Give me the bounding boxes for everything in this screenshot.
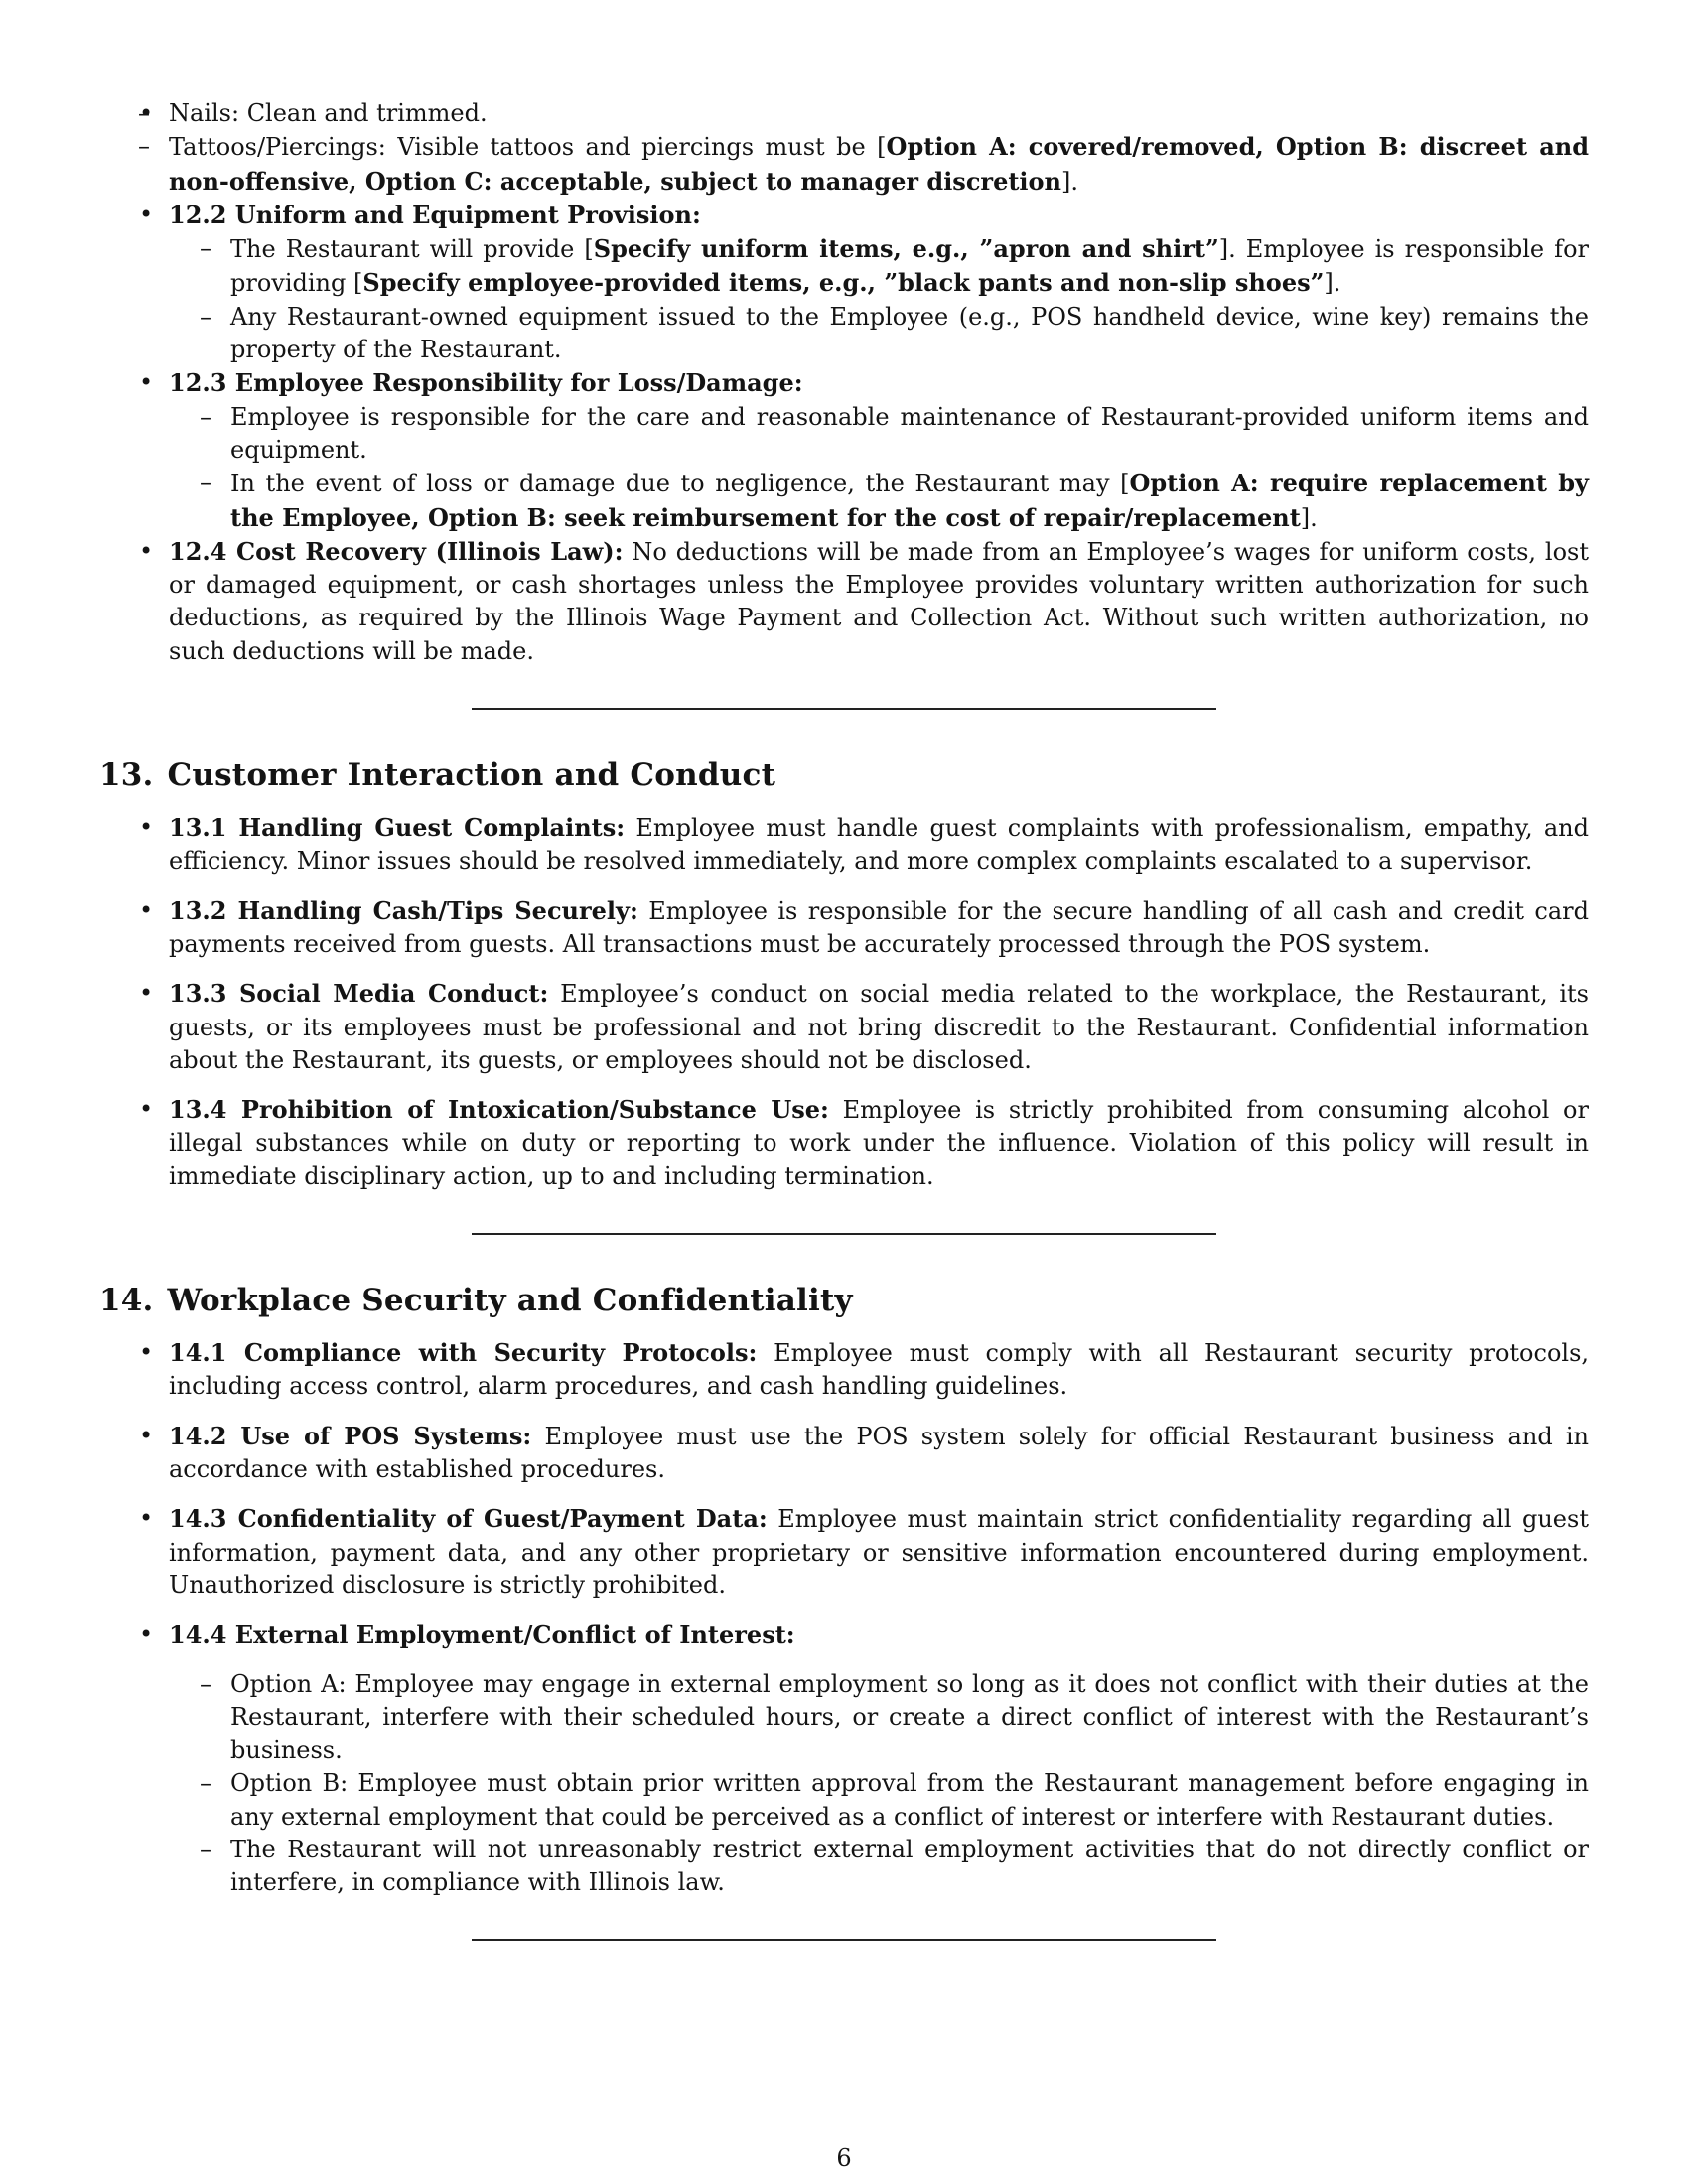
section-number: 14.	[99, 1283, 154, 1319]
item-heading: 12.3 Employee Responsibility for Loss/Damage:	[169, 368, 803, 398]
tattoos-close: ].	[1061, 167, 1079, 196]
sub-item	[230, 401, 1589, 468]
section-12-list	[99, 97, 1589, 668]
appearance-sublist	[107, 97, 1589, 199]
list-item-14-2	[169, 1420, 1589, 1487]
list-item-12-3	[169, 366, 1589, 534]
text-fragment: The Restaurant will provide [	[230, 235, 594, 264]
text-fragment: ].	[1300, 503, 1318, 532]
list-item-12-4	[169, 535, 1589, 668]
section-title: Workplace Security and Confidentiality	[167, 1283, 853, 1319]
sub-item	[230, 1834, 1589, 1900]
placeholder-uniform-items: Specify uniform items, e.g., ”apron and shirt”	[593, 234, 1219, 264]
list-item-14-4	[169, 1618, 1589, 1899]
text-fragment: In the event of loss or damage due to negligence, the Restaurant may [	[230, 470, 1130, 498]
item-text: Employee must handle guest complaints with professionalism, empathy, and efficiency. Minor issues should be resolved immediately, and more complex complaints escalated to a supervisor.	[169, 814, 1589, 876]
text-fragment: Any Restaurant-owned equipment issued to the Employee (e.g., POS handheld device, wine key) remains the property of the Restaurant.	[230, 302, 1589, 364]
placeholder-options: Option A: require replacement by the Employee, Option B: seek reimbursement for the cost of repair/replacement	[230, 469, 1589, 532]
list-item-13-2	[169, 894, 1589, 962]
item-text: Employee must maintain strict confidentiality regarding all guest information, payment data, and any other proprietary or sensitive information encountered during employment. Unauthorized disclosure is strictly prohibited.	[169, 1505, 1589, 1599]
text-fragment: ].	[1324, 269, 1341, 298]
text-fragment: Employee is responsible for the care and reasonable maintenance of Restaurant-provided uniform items and equipment.	[230, 402, 1589, 464]
text-fragment: ]. Employee is responsible for providing [	[230, 235, 1589, 298]
sublist	[169, 1668, 1589, 1899]
item-heading: 14.4 External Employment/Conflict of Interest:	[169, 1620, 795, 1650]
section-title: Customer Interaction and Conduct	[167, 757, 776, 794]
list-item-14-1	[169, 1336, 1589, 1404]
document-page	[99, 97, 1589, 1941]
list-item-14-3	[169, 1502, 1589, 1602]
section-14-heading	[99, 1281, 1589, 1320]
item-heading: 12.2 Uniform and Equipment Provision:	[169, 200, 701, 229]
item-label: 13.2 Handling Cash/Tips Securely:	[169, 895, 638, 925]
sub-item-tattoos	[169, 130, 1589, 199]
sub-item	[230, 467, 1589, 535]
list-item-13-4	[169, 1093, 1589, 1193]
item-text: Employee is responsible for the secure handling of all cash and credit card payments received from guests. All transactions must be accurately processed through the POS system.	[169, 896, 1589, 958]
item-label: 13.1 Handling Guest Complaints:	[169, 813, 626, 843]
text-fragment: The Restaurant will not unreasonably restrict external employment activities that do not directly conflict or interfere, in compliance with Illinois law.	[230, 1835, 1589, 1897]
item-label: 14.1 Compliance with Security Protocols:	[169, 1338, 758, 1368]
list-item-12-2	[169, 199, 1589, 366]
tattoos-options: Option A: covered/removed, Option B: discreet and non-offensive, Option C: acceptable, subject to manager discretion	[169, 132, 1589, 196]
sub-item	[230, 301, 1589, 367]
section-13-heading	[99, 755, 1589, 795]
item-text: Employee must use the POS system solely for official Restaurant business and in accordance with established procedures.	[169, 1422, 1589, 1483]
section-13-list	[99, 811, 1589, 1193]
nails-text: Nails: Clean and trimmed.	[169, 99, 488, 127]
item-label: 14.2 Use of POS Systems:	[169, 1421, 532, 1450]
section-14-list	[99, 1336, 1589, 1899]
page-number: 6	[836, 2144, 852, 2172]
sublist	[169, 232, 1589, 366]
tattoos-text: Tattoos/Piercings: Visible tattoos and piercings must be [	[169, 133, 887, 162]
item-text: Employee is strictly prohibited from consuming alcohol or illegal substances while on duty or reporting to work under the influence. Violation of this policy will result in immediate disciplinary action, up to and including termination.	[169, 1096, 1589, 1190]
section-divider	[472, 1939, 1216, 1941]
item-text: Employee must comply with all Restaurant security protocols, including access control, alarm procedures, and cash handling guidelines.	[169, 1339, 1590, 1401]
list-item-13-1	[169, 811, 1589, 879]
list-item-13-3	[169, 977, 1589, 1077]
sub-item	[230, 232, 1589, 301]
section-number: 13.	[99, 757, 154, 794]
item-label: 13.3 Social Media Conduct:	[169, 979, 549, 1009]
text-fragment: Option A: Employee may engage in external employment so long as it does not conflict with their duties at the Restaurant, interfere with their scheduled hours, or create a direct conflict of interest with the Restaurant’s business.	[230, 1670, 1589, 1764]
sub-item-nails	[169, 97, 1589, 130]
item-text: Employee’s conduct on social media related to the workplace, the Restaurant, its guests, or its employees must be professional and not bring discredit to the Restaurant. Confidential information about the Restaurant, its guests, or employees should not be disclosed.	[169, 980, 1589, 1074]
item-label: 14.3 Confidentiality of Guest/Payment Data:	[169, 1504, 768, 1534]
list-item	[169, 97, 1589, 199]
sub-item	[230, 1767, 1589, 1834]
sub-item	[230, 1668, 1589, 1767]
text-fragment: Option B: Employee must obtain prior written approval from the Restaurant management before engaging in any external employment that could be perceived as a conflict of interest or interfere with Restaurant duties.	[230, 1769, 1589, 1831]
item-label: 13.4 Prohibition of Intoxication/Substance Use:	[169, 1095, 829, 1125]
placeholder-employee-items: Specify employee-provided items, e.g., ”black pants and non-slip shoes”	[362, 268, 1325, 298]
sublist	[169, 401, 1589, 535]
item-text: No deductions will be made from an Employee’s wages for uniform costs, lost or damaged equipment, or cash shortages unless the Employee provides voluntary written authorization for such deductions, as required by the Illinois Wage Payment and Collection Act. Without such written authorization, no such deductions will be made.	[169, 537, 1589, 665]
item-label: 12.4 Cost Recovery (Illinois Law):	[169, 536, 624, 566]
